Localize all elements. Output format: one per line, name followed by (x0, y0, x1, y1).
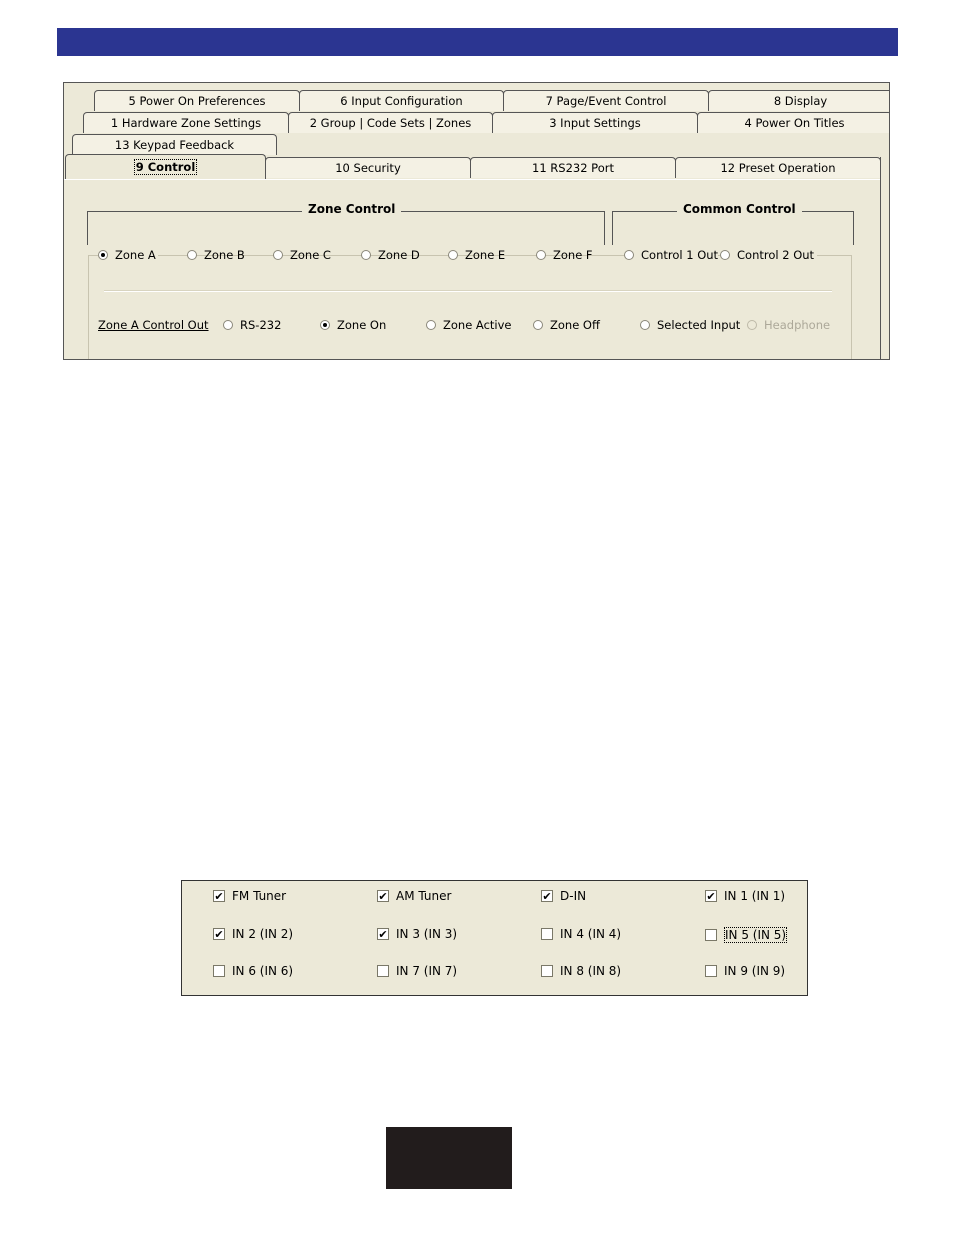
checkbox-label: IN 5 (IN 5) (725, 928, 787, 942)
radio-dot-icon (640, 320, 650, 330)
radio-zone-active[interactable]: Zone Active (426, 318, 512, 332)
radio-zone-off[interactable]: Zone Off (533, 318, 600, 332)
checkbox-input-1[interactable] (213, 889, 286, 903)
zone-control-groupbox (87, 211, 605, 245)
checkmark-icon: ✔ (706, 889, 716, 903)
radio-control-1-out[interactable]: Control 1 Out (624, 248, 718, 262)
radio-dot-icon (223, 320, 233, 330)
radio-zone-f[interactable]: Zone F (536, 248, 593, 262)
radio-dot-icon (720, 250, 730, 260)
checkbox-input-7[interactable] (541, 927, 621, 941)
radio-dot-icon (448, 250, 458, 260)
checkbox-label: IN 7 (IN 7) (396, 964, 458, 978)
radio-rs232[interactable]: RS-232 (223, 318, 281, 332)
checkmark-icon: ✔ (542, 889, 552, 903)
radio-zone-c[interactable]: Zone C (273, 248, 331, 262)
radio-zone-b[interactable]: Zone B (187, 248, 245, 262)
radio-zone-a[interactable]: Zone A (98, 248, 158, 262)
tab-input-configuration[interactable]: 6 Input Configuration (299, 90, 504, 111)
tab-input-settings[interactable]: 3 Input Settings (492, 112, 698, 133)
checkbox-input-4[interactable] (705, 889, 785, 903)
checkbox-empty-icon (541, 965, 553, 977)
radio-zone-e[interactable]: Zone E (448, 248, 505, 262)
checkbox-label: IN 6 (IN 6) (232, 964, 294, 978)
tab-hardware-zone-settings[interactable]: 1 Hardware Zone Settings (83, 112, 289, 133)
checkbox-input-9[interactable] (213, 964, 293, 978)
zone-control-title: Zone Control (302, 202, 401, 216)
radio-dot-icon (187, 250, 197, 260)
radio-dot-icon (273, 250, 283, 260)
checkmark-icon: ✔ (214, 889, 224, 903)
checkbox-label: IN 1 (IN 1) (724, 889, 786, 903)
checkbox-label: IN 8 (IN 8) (560, 964, 622, 978)
tab-preset-operation[interactable]: 12 Preset Operation (675, 157, 881, 178)
radio-dot-icon (747, 320, 757, 330)
tab-control[interactable]: 9 Control (65, 154, 266, 179)
black-block (386, 1127, 512, 1189)
tab-keypad-feedback[interactable]: 13 Keypad Feedback (72, 134, 277, 155)
checkbox-empty-icon (377, 965, 389, 977)
radio-dot-icon (533, 320, 543, 330)
radio-dot-icon (536, 250, 546, 260)
checkbox-label: IN 4 (IN 4) (560, 927, 622, 941)
checkbox-label: D-IN (560, 889, 587, 903)
radio-zone-d[interactable]: Zone D (361, 248, 420, 262)
control-tab-panel (64, 179, 880, 360)
radio-dot-icon (320, 320, 330, 330)
radio-control-2-out[interactable]: Control 2 Out (720, 248, 817, 262)
radio-dot-icon (361, 250, 371, 260)
checkbox-input-5[interactable] (213, 927, 293, 941)
checkbox-input-2[interactable] (377, 889, 451, 903)
checkbox-input-3[interactable] (541, 889, 586, 903)
checkmark-icon: ✔ (214, 927, 224, 941)
radio-dot-icon (98, 250, 108, 260)
control-settings-dialog (63, 82, 890, 360)
tab-group-code-sets-zones[interactable]: 2 Group | Code Sets | Zones (288, 112, 493, 133)
checkbox-empty-icon (705, 929, 717, 941)
header-bar (57, 28, 898, 56)
radio-zone-on[interactable]: Zone On (320, 318, 386, 332)
radio-headphone: Headphone (747, 318, 830, 332)
zone-settings-frame (88, 255, 852, 360)
checkmark-icon: ✔ (378, 889, 388, 903)
tab-power-on-titles[interactable]: 4 Power On Titles (697, 112, 890, 133)
separator-line (104, 290, 832, 292)
common-control-title: Common Control (677, 202, 802, 216)
checkbox-input-10[interactable] (377, 964, 457, 978)
panel-right-edge (880, 157, 890, 359)
common-control-groupbox (612, 211, 854, 245)
zone-control-out-label: Zone A Control Out (98, 318, 209, 332)
checkbox-input-12[interactable] (705, 964, 785, 978)
checkbox-label: AM Tuner (396, 889, 452, 903)
checkbox-label: FM Tuner (232, 889, 287, 903)
radio-dot-icon (624, 250, 634, 260)
checkbox-label: IN 9 (IN 9) (724, 964, 786, 978)
tab-strip (64, 83, 889, 179)
radio-dot-icon (426, 320, 436, 330)
radio-selected-input[interactable]: Selected Input (640, 318, 740, 332)
checkbox-label: IN 2 (IN 2) (232, 927, 294, 941)
tab-display[interactable]: 8 Display (708, 90, 890, 111)
tab-rs232-port[interactable]: 11 RS232 Port (470, 157, 676, 178)
tab-security[interactable]: 10 Security (265, 157, 471, 178)
input-checkbox-panel (181, 880, 808, 996)
checkbox-empty-icon (213, 965, 225, 977)
tab-page-event-control[interactable]: 7 Page/Event Control (503, 90, 709, 111)
checkmark-icon: ✔ (378, 927, 388, 941)
tab-power-on-preferences[interactable]: 5 Power On Preferences (94, 90, 300, 111)
checkbox-empty-icon (541, 928, 553, 940)
checkbox-input-8[interactable] (705, 927, 787, 943)
checkbox-input-6[interactable] (377, 927, 457, 941)
checkbox-empty-icon (705, 965, 717, 977)
checkbox-label: IN 3 (IN 3) (396, 927, 458, 941)
checkbox-input-11[interactable] (541, 964, 621, 978)
